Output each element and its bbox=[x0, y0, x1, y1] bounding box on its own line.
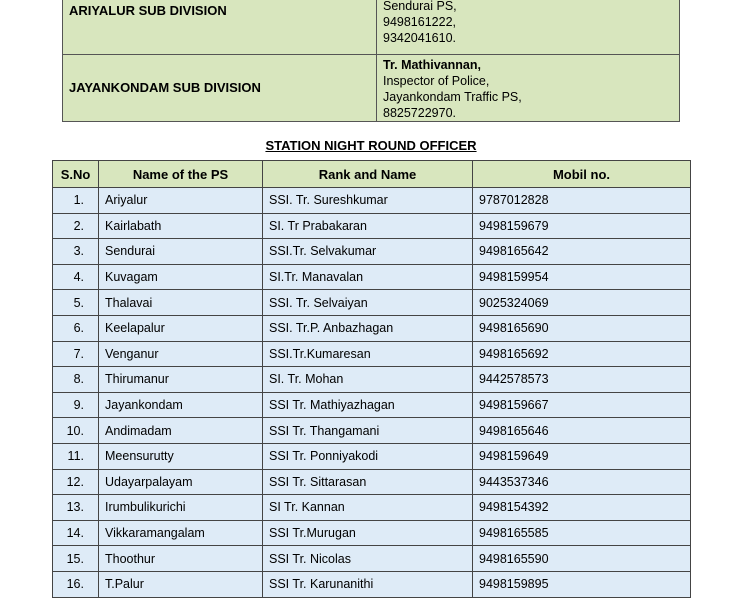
cell-sno: 9. bbox=[53, 392, 99, 418]
table-row bbox=[53, 290, 691, 316]
cell-ps-name: T.Palur bbox=[99, 571, 263, 597]
cell-rank-name: SI.Tr. Manavalan bbox=[263, 264, 473, 290]
cell-mobile: 9498165690 bbox=[473, 315, 691, 341]
cell-rank-name: SSI Tr.Murugan bbox=[263, 520, 473, 546]
table-row bbox=[53, 469, 691, 495]
cell-sno: 6. bbox=[53, 315, 99, 341]
section-title: STATION NIGHT ROUND OFFICER bbox=[265, 138, 477, 153]
cell-ps-name: Thalavai bbox=[99, 290, 263, 316]
cell-sno: 7. bbox=[53, 341, 99, 367]
cell-ps-name: Thirumanur bbox=[99, 367, 263, 393]
cell-ps-name: Thoothur bbox=[99, 546, 263, 572]
cell-sno: 12. bbox=[53, 469, 99, 495]
detail-line: 8825722970. bbox=[383, 106, 456, 120]
cell-sno: 14. bbox=[53, 520, 99, 546]
detail-line: 9342041610. bbox=[383, 31, 456, 45]
detail-line: 9498161222, bbox=[383, 15, 456, 29]
cell-mobile: 9498159667 bbox=[473, 392, 691, 418]
cell-rank-name: SI. Tr Prabakaran bbox=[263, 213, 473, 239]
cell-mobile: 9498165590 bbox=[473, 546, 691, 572]
cell-ps-name: Udayarpalayam bbox=[99, 469, 263, 495]
header-sno: S.No bbox=[53, 161, 99, 188]
cell-mobile: 9025324069 bbox=[473, 290, 691, 316]
table-row bbox=[53, 341, 691, 367]
cell-rank-name: SSI. Tr.P. Anbazhagan bbox=[263, 315, 473, 341]
header-rank-name: Rank and Name bbox=[263, 161, 473, 188]
sub-division-row bbox=[63, 55, 680, 122]
table-row bbox=[53, 188, 691, 214]
table-row bbox=[53, 239, 691, 265]
sub-division-row bbox=[63, 0, 680, 55]
cell-ps-name: Meensurutty bbox=[99, 443, 263, 469]
table-row bbox=[53, 418, 691, 444]
table-row bbox=[53, 443, 691, 469]
cell-sno: 16. bbox=[53, 571, 99, 597]
cell-mobile: 9443537346 bbox=[473, 469, 691, 495]
division-name: JAYANKONDAM SUB DIVISION bbox=[63, 55, 377, 122]
cell-ps-name: Keelapalur bbox=[99, 315, 263, 341]
cell-sno: 11. bbox=[53, 443, 99, 469]
header-mobile: Mobil no. bbox=[473, 161, 691, 188]
table-body bbox=[53, 188, 691, 598]
cell-rank-name: SSI Tr. Karunanithi bbox=[263, 571, 473, 597]
division-officer-details bbox=[377, 0, 680, 55]
table-row bbox=[53, 264, 691, 290]
cell-sno: 15. bbox=[53, 546, 99, 572]
table-row bbox=[53, 213, 691, 239]
cell-mobile: 9787012828 bbox=[473, 188, 691, 214]
cell-sno: 10. bbox=[53, 418, 99, 444]
table-row bbox=[53, 571, 691, 597]
cell-sno: 1. bbox=[53, 188, 99, 214]
table-header-row bbox=[53, 161, 691, 188]
cell-ps-name: Jayankondam bbox=[99, 392, 263, 418]
cell-mobile: 9498159679 bbox=[473, 213, 691, 239]
cell-ps-name: Ariyalur bbox=[99, 188, 263, 214]
cell-mobile: 9498165585 bbox=[473, 520, 691, 546]
cell-sno: 2. bbox=[53, 213, 99, 239]
cell-sno: 8. bbox=[53, 367, 99, 393]
division-officer-details bbox=[377, 55, 680, 122]
cell-rank-name: SSI.Tr.Kumaresan bbox=[263, 341, 473, 367]
cell-rank-name: SSI Tr. Ponniyakodi bbox=[263, 443, 473, 469]
cell-mobile: 9498159954 bbox=[473, 264, 691, 290]
cell-rank-name: SSI Tr. Mathiyazhagan bbox=[263, 392, 473, 418]
cell-sno: 13. bbox=[53, 495, 99, 521]
cell-sno: 3. bbox=[53, 239, 99, 265]
cell-mobile: 9498165642 bbox=[473, 239, 691, 265]
table-row bbox=[53, 367, 691, 393]
cell-ps-name: Andimadam bbox=[99, 418, 263, 444]
cell-mobile: 9498165646 bbox=[473, 418, 691, 444]
division-name: ARIYALUR SUB DIVISION bbox=[63, 0, 377, 55]
officer-name: Tr. Mathivannan, bbox=[383, 58, 481, 72]
cell-rank-name: SI. Tr. Mohan bbox=[263, 367, 473, 393]
cell-mobile: 9498165692 bbox=[473, 341, 691, 367]
cell-rank-name: SSI. Tr. Selvaiyan bbox=[263, 290, 473, 316]
cell-ps-name: Venganur bbox=[99, 341, 263, 367]
table-row bbox=[53, 520, 691, 546]
cell-rank-name: SSI Tr. Thangamani bbox=[263, 418, 473, 444]
cell-mobile: 9498159649 bbox=[473, 443, 691, 469]
cell-sno: 5. bbox=[53, 290, 99, 316]
cell-rank-name: SSI. Tr. Sureshkumar bbox=[263, 188, 473, 214]
cell-mobile: 9498159895 bbox=[473, 571, 691, 597]
cell-ps-name: Irumbulikurichi bbox=[99, 495, 263, 521]
cell-rank-name: SSI.Tr. Selvakumar bbox=[263, 239, 473, 265]
detail-line: Sendurai PS, bbox=[383, 0, 457, 13]
detail-line: Inspector of Police, bbox=[383, 74, 490, 88]
cell-rank-name: SI Tr. Kannan bbox=[263, 495, 473, 521]
cell-ps-name: Kuvagam bbox=[99, 264, 263, 290]
header-ps-name: Name of the PS bbox=[99, 161, 263, 188]
cell-rank-name: SSI Tr. Nicolas bbox=[263, 546, 473, 572]
detail-line: Jayankondam Traffic PS, bbox=[383, 90, 522, 104]
cell-rank-name: SSI Tr. Sittarasan bbox=[263, 469, 473, 495]
cell-ps-name: Kairlabath bbox=[99, 213, 263, 239]
table-row bbox=[53, 546, 691, 572]
cell-sno: 4. bbox=[53, 264, 99, 290]
table-row bbox=[53, 315, 691, 341]
table-row bbox=[53, 392, 691, 418]
cell-mobile: 9498154392 bbox=[473, 495, 691, 521]
sub-division-table bbox=[62, 0, 680, 122]
night-round-officer-table bbox=[52, 160, 691, 598]
cell-mobile: 9442578573 bbox=[473, 367, 691, 393]
table-row bbox=[53, 495, 691, 521]
cell-ps-name: Vikkaramangalam bbox=[99, 520, 263, 546]
cell-ps-name: Sendurai bbox=[99, 239, 263, 265]
